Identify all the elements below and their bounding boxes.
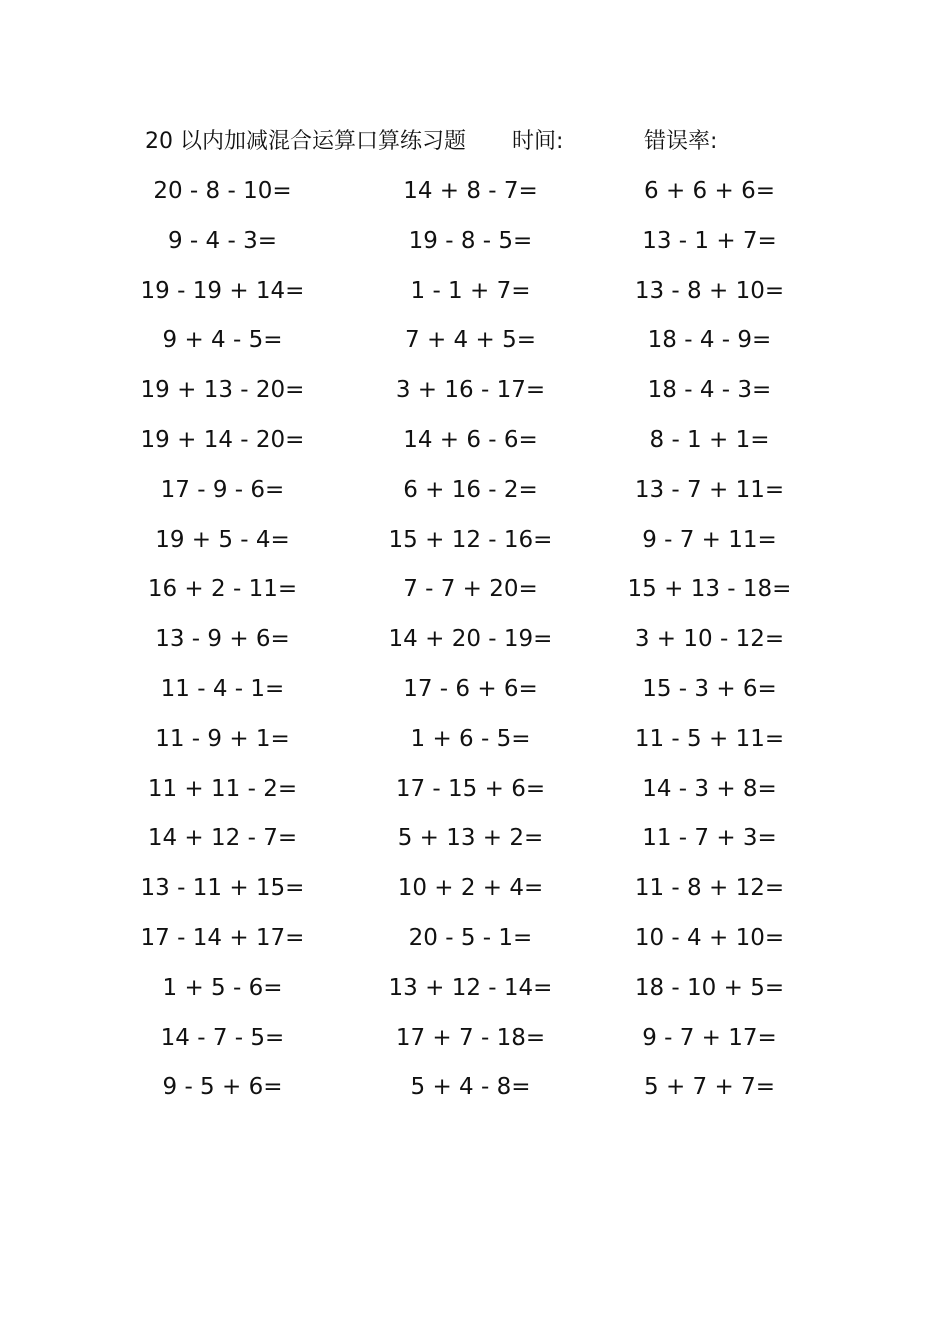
problem-item: 9 - 7 + 17= xyxy=(642,1024,777,1051)
problem-item: 13 - 7 + 11= xyxy=(634,476,785,503)
problem-item: 1 - 1 + 7= xyxy=(410,277,531,304)
problem-row xyxy=(0,770,950,820)
problem-item: 14 + 12 - 7= xyxy=(147,825,298,852)
problem-item: 3 + 16 - 17= xyxy=(395,377,546,404)
time-label: 时间: xyxy=(512,129,564,154)
problem-item: 11 - 7 + 3= xyxy=(642,825,777,852)
problem-item: 10 - 4 + 10= xyxy=(634,924,785,951)
problem-item: 5 + 13 + 2= xyxy=(397,825,544,852)
problem-item: 11 - 9 + 1= xyxy=(155,725,290,752)
problem-item: 13 + 12 - 14= xyxy=(388,974,553,1001)
problem-item: 14 + 8 - 7= xyxy=(403,178,538,204)
problem-item: 15 + 12 - 16= xyxy=(388,526,553,553)
problem-row xyxy=(0,371,950,421)
problem-row xyxy=(0,919,950,969)
problem-item: 7 + 4 + 5= xyxy=(405,327,536,354)
problem-item: 20 - 5 - 1= xyxy=(408,924,533,951)
problem-item: 7 - 7 + 20= xyxy=(403,576,538,603)
problem-item: 1 + 6 - 5= xyxy=(410,725,531,752)
problem-row xyxy=(0,869,950,919)
problem-item: 13 - 11 + 15= xyxy=(140,875,305,902)
problem-item: 8 - 1 + 1= xyxy=(649,426,770,453)
problem-item: 15 + 13 - 18= xyxy=(627,576,792,603)
problem-item: 17 - 14 + 17= xyxy=(140,924,305,951)
problem-item: 17 - 15 + 6= xyxy=(395,775,546,802)
problem-row xyxy=(0,172,950,222)
problem-item: 5 + 4 - 8= xyxy=(410,1074,531,1101)
problem-item: 15 - 3 + 6= xyxy=(642,675,777,702)
problem-item: 6 + 16 - 2= xyxy=(403,476,538,503)
problem-item: 19 - 19 + 14= xyxy=(140,277,305,304)
problem-item: 17 + 7 - 18= xyxy=(395,1024,546,1051)
problem-item: 5 + 7 + 7= xyxy=(644,1074,775,1101)
problem-item: 9 - 5 + 6= xyxy=(162,1074,283,1101)
worksheet-title: 20 以内加减混合运算口算练习题 xyxy=(145,129,466,154)
problem-item: 18 - 4 - 9= xyxy=(647,327,772,354)
problem-item: 20 - 8 - 10= xyxy=(153,178,292,204)
problem-item: 14 + 20 - 19= xyxy=(388,626,553,653)
problem-item: 17 - 6 + 6= xyxy=(403,675,538,702)
problem-item: 13 - 9 + 6= xyxy=(155,626,290,653)
problem-row xyxy=(0,321,950,371)
problem-item: 14 + 6 - 6= xyxy=(403,426,538,453)
problem-row xyxy=(0,620,950,670)
problem-grid xyxy=(0,172,950,1118)
problem-item: 19 + 14 - 20= xyxy=(140,426,305,453)
problem-item: 19 - 8 - 5= xyxy=(408,227,533,254)
problem-row xyxy=(0,819,950,869)
problem-item: 6 + 6 + 6= xyxy=(644,178,775,204)
problem-row xyxy=(0,570,950,620)
problem-row xyxy=(0,521,950,571)
problem-item: 14 - 3 + 8= xyxy=(642,775,777,802)
problem-item: 18 - 10 + 5= xyxy=(634,974,785,1001)
problem-row xyxy=(0,1068,950,1118)
problem-row xyxy=(0,670,950,720)
problem-item: 3 + 10 - 12= xyxy=(634,626,785,653)
problem-item: 17 - 9 - 6= xyxy=(160,476,285,503)
problem-item: 13 - 8 + 10= xyxy=(634,277,785,304)
problem-row xyxy=(0,272,950,322)
worksheet-header xyxy=(0,124,950,160)
problem-item: 9 + 4 - 5= xyxy=(162,327,283,354)
problem-item: 11 - 5 + 11= xyxy=(634,725,785,752)
problem-row xyxy=(0,222,950,272)
error-rate-label: 错误率: xyxy=(644,129,718,154)
problem-item: 18 - 4 - 3= xyxy=(647,377,772,404)
problem-row xyxy=(0,1019,950,1069)
problem-item: 9 - 4 - 3= xyxy=(167,227,277,254)
problem-item: 11 - 4 - 1= xyxy=(160,675,285,702)
problem-item: 19 + 5 - 4= xyxy=(155,526,290,553)
problem-item: 9 - 7 + 11= xyxy=(642,526,777,553)
problem-item: 1 + 5 - 6= xyxy=(162,974,283,1001)
problem-item: 11 - 8 + 12= xyxy=(634,875,785,902)
problem-item: 19 + 13 - 20= xyxy=(140,377,305,404)
problem-row xyxy=(0,969,950,1019)
problem-item: 13 - 1 + 7= xyxy=(642,227,777,254)
problem-row xyxy=(0,421,950,471)
problem-item: 11 + 11 - 2= xyxy=(147,775,298,802)
problem-item: 14 - 7 - 5= xyxy=(160,1024,285,1051)
problem-row xyxy=(0,720,950,770)
problem-row xyxy=(0,471,950,521)
problem-item: 10 + 2 + 4= xyxy=(397,875,544,902)
problem-item: 16 + 2 - 11= xyxy=(147,576,298,603)
